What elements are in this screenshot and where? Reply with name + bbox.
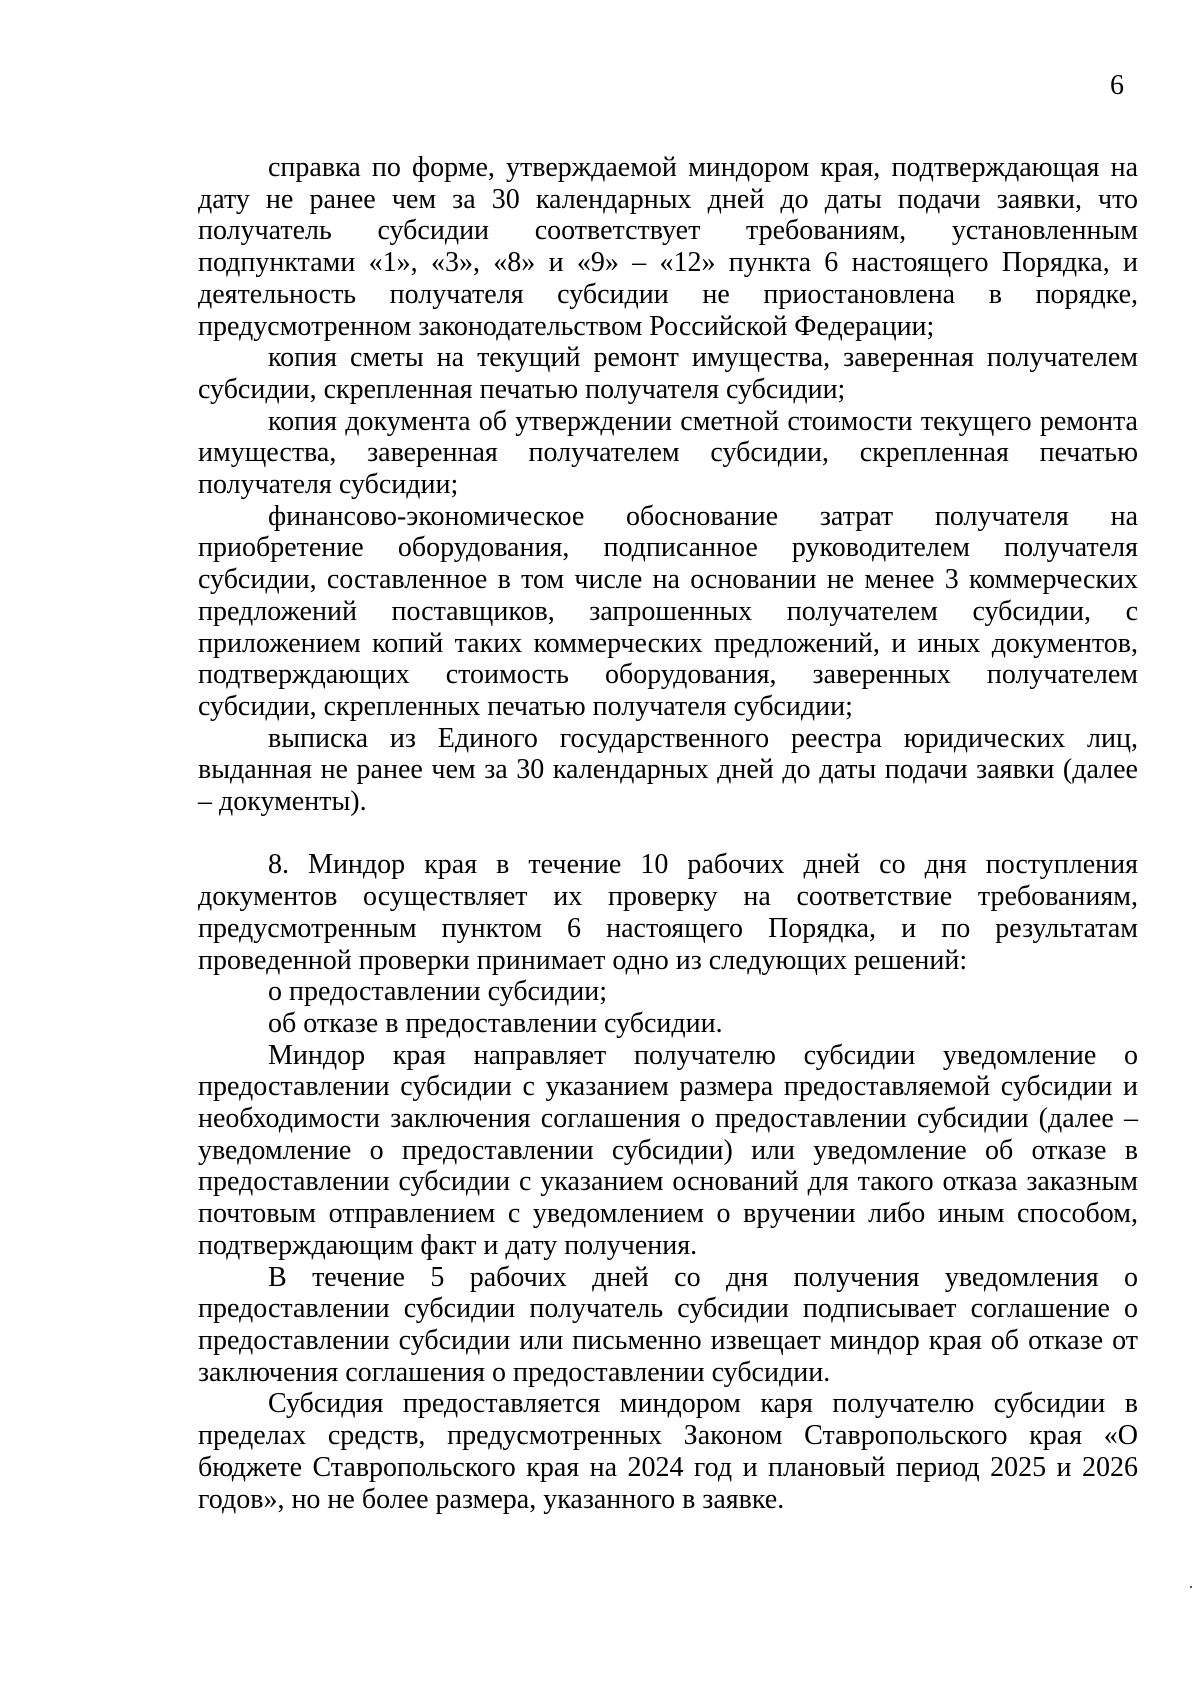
document-body: [198, 152, 1138, 1515]
paragraph: справка по форме, утверждаемой миндором края, подтверждающая на дату не ранее чем за 30 календарных дней до даты подачи заявки, что получатель субсидии соответствует требованиям, установленным подпунктами «1», «3», «8» и «9» – «12» пункта 6 настоящего Порядка, и деятельность получателя субсидии не приостановлена в порядке, предусмотренном законодательством Российской Федерации;: [198, 152, 1138, 342]
paragraph: Субсидия предоставляется миндором каря получателю субсидии в пределах средств, предусмотренных Законом Ставропольского края «О бюджете Ставропольского края на 2024 год и плановый период 2025 и 2026 годов», но не более размера, указанного в заявке.: [198, 1388, 1138, 1515]
paragraph: выписка из Единого государственного реестра юридических лиц, выданная не ранее чем за 30 календарных дней до даты подачи заявки (далее – документы).: [198, 722, 1138, 818]
page-number: 6: [1110, 70, 1124, 101]
paragraph: Миндор края направляет получателю субсидии уведомление о предоставлении субсидии с указанием размера предоставляемой субсидии и необходимости заключения соглашения о предоставлении субсидии (далее – уведомление о предоставлении субсидии) или уведомление об отказе в предоставлении субсидии с указанием оснований для такого отказа заказным почтовым отправлением с уведомлением о вручении либо иным способом, подтверждающим факт и дату получения.: [198, 1039, 1138, 1261]
paragraph: о предоставлении субсидии;: [268, 976, 607, 1008]
paragraph: об отказе в предоставлении субсидии.: [268, 1007, 723, 1039]
scan-speck: [1190, 1586, 1192, 1588]
paragraph-section-8: 8. Миндор края в течение 10 рабочих дней со дня поступления документов осуществляет их проверку на соответствие требованиям, предусмотренным пунктом 6 настоящего Порядка, и по результатам проведенной проверки принимает одно из следующих решений:: [198, 849, 1138, 976]
paragraph: копия сметы на текущий ремонт имущества, заверенная получателем субсидии, скрепленная печатью получателя субсидии;: [198, 342, 1138, 405]
paragraph: финансово-экономическое обоснование затрат получателя на приобретение оборудования, подписанное руководителем получателя субсидии, составленное в том числе на основании не менее 3 коммерческих предложений поставщиков, запрошенных получателем субсидии, с приложением копий таких коммерческих предложений, и иных документов, подтверждающих стоимость оборудования, заверенных получателем субсидии, скрепленных печатью получателя субсидии;: [198, 500, 1138, 722]
paragraph: копия документа об утверждении сметной стоимости текущего ремонта имущества, заверенная получателем субсидии, скрепленная печатью получателя субсидии;: [198, 405, 1138, 501]
paragraph: В течение 5 рабочих дней со дня получения уведомления о предоставлении субсидии получатель субсидии подписывает соглашение о предоставлении субсидии или письменно извещает миндор края об отказе от заключения соглашения о предоставлении субсидии.: [198, 1261, 1138, 1388]
